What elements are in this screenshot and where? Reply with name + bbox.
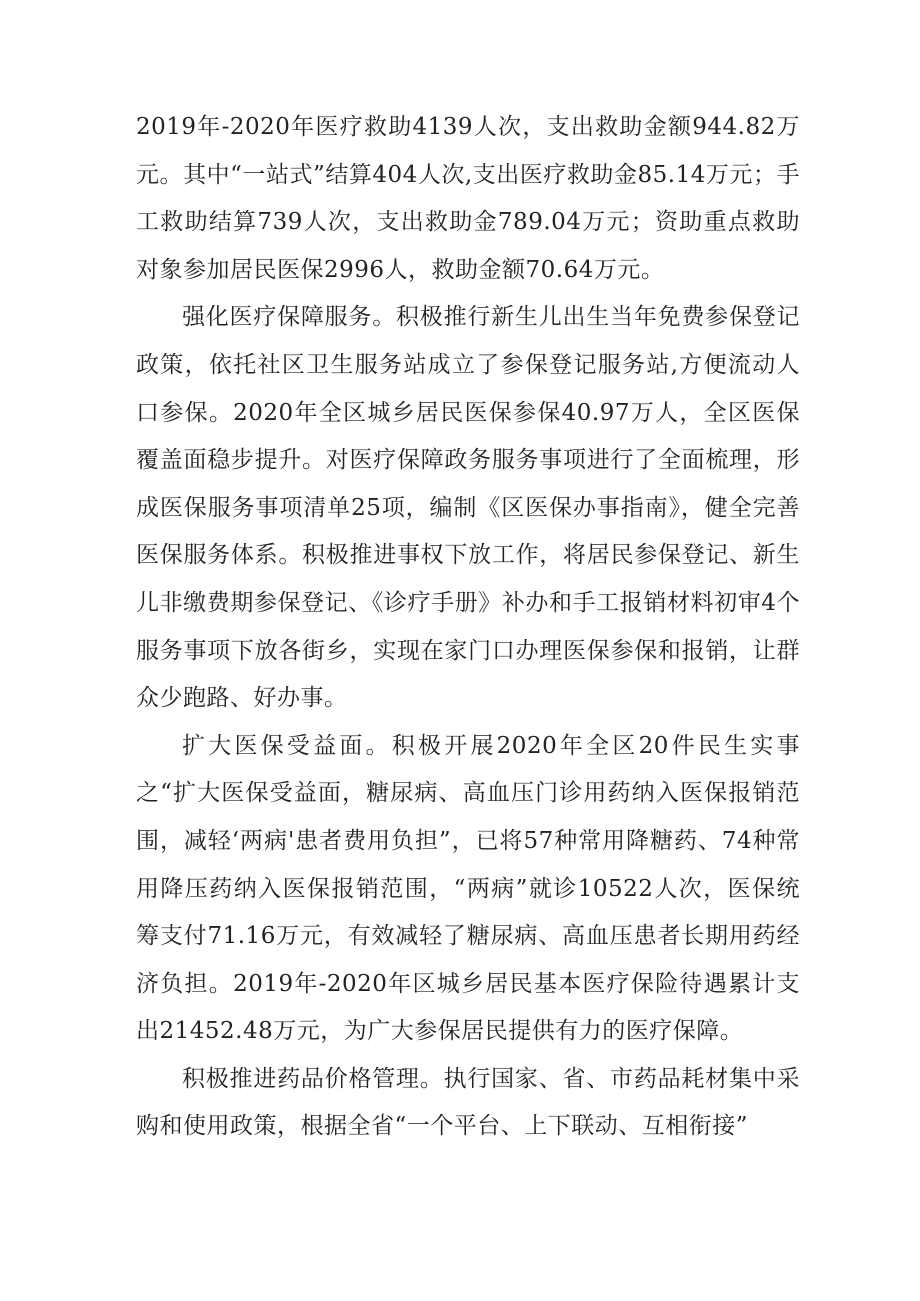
paragraph-medical-aid-summary: 2019年-2020年医疗救助4139人次，支出救助金额944.82万元。其中“一站式”结算404人次,支出医疗救助金85.14万元；手工救助结算739人次，支出救助金789.04万元；资助重点救助对象参加居民医保2996人，救助金额70.64万元。 bbox=[136, 114, 800, 283]
paragraph-benefit-expansion: 扩大医保受益面。积极开展2020年全区20件民生实事之“扩大医保受益面，糖尿病、高血压门诊用药纳入医保报销范围，减轻‘两病'患者费用负担”，已将57种常用降糖药、74种常用降压药纳入医保报销范围，“两病”就诊10522人次，医保统筹支付71.16万元，有效减轻了糖尿病、高血压患者长期用药经济负担。2019年-2020年区城乡居民基本医疗保险待遇累计支出21452.48万元，为广大参保居民提供有力的医疗保障。 bbox=[136, 732, 800, 1045]
document-body bbox=[136, 104, 800, 1151]
paragraph-drug-price-management: 积极推进药品价格管理。执行国家、省、市药品耗材集中采购和使用政策，根据全省“一个平台、上下联动、互相衔接” bbox=[136, 1065, 800, 1140]
paragraph-service-improvement: 强化医疗保障服务。积极推行新生儿出生当年免费参保登记政策，依托社区卫生服务站成立了参保登记服务站,方便流动人口参保。2020年全区城乡居民医保参保40.97万人，全区医保覆盖面稳步提升。对医疗保障政务服务事项进行了全面梳理，形成医保服务事项清单25项，编制《区医保办事指南》，健全完善医保服务体系。积极推进事权下放工作，将居民参保登记、新生儿非缴费期参保登记、《诊疗手册》补办和手工报销材料初审4个服务事项下放各街乡，实现在家门口办理医保参保和报销，让群众少跑路、好办事。 bbox=[136, 304, 800, 712]
